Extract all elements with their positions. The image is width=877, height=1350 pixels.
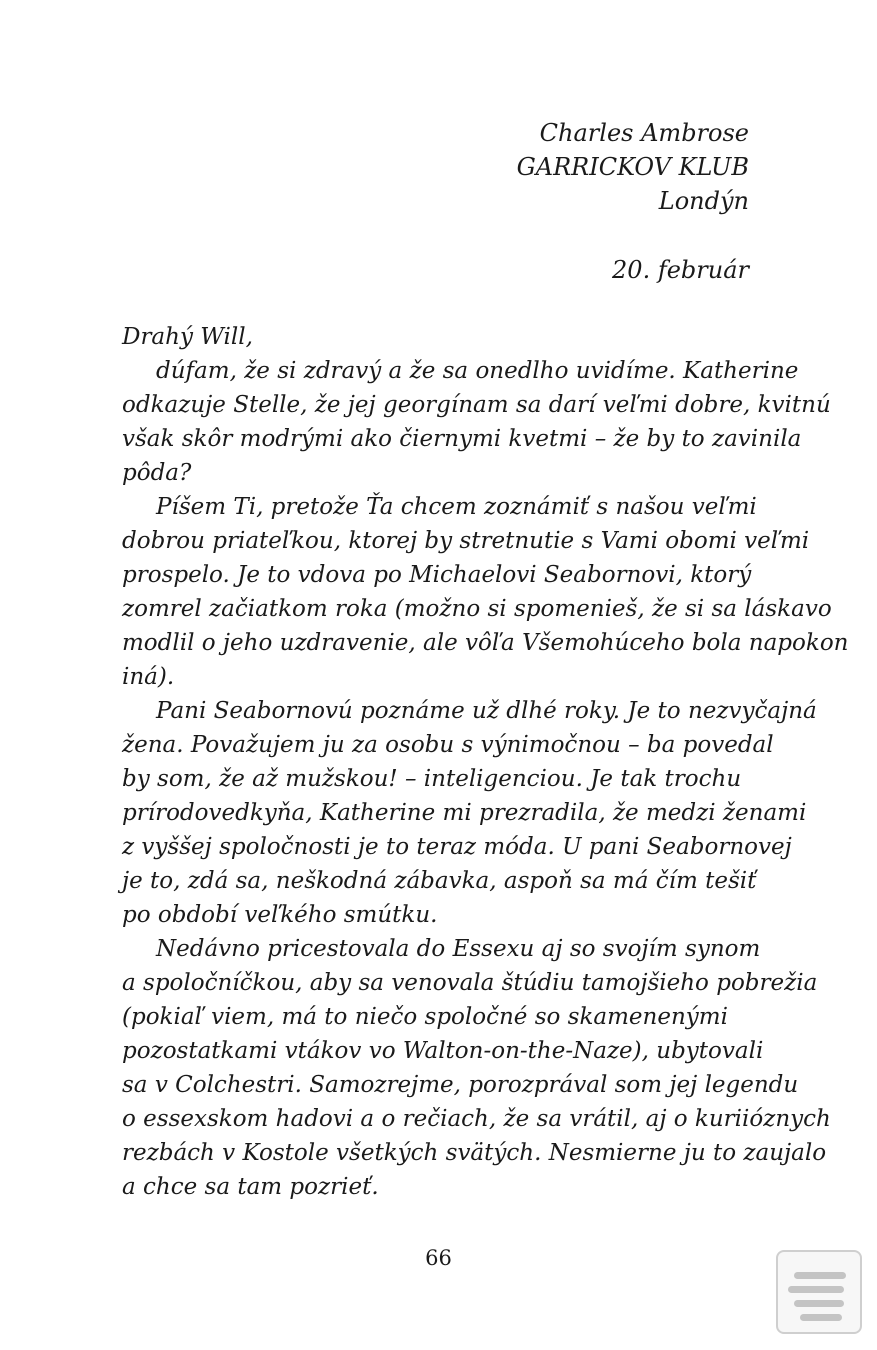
letter-line: o essexskom hadovi a o rečiach, že sa vrátil, aj o kuriióznych <box>122 1106 831 1132</box>
letter-line: Pani Seabornovú poznáme už dlhé roky. Je to nezvyčajná <box>156 698 817 724</box>
sender-block <box>517 116 749 218</box>
letter-line: (pokiaľ viem, má to niečo spoločné so skamenenými <box>122 1004 728 1030</box>
letter-line: dobrou priateľkou, ktorej by stretnutie s Vami obomi veľmi <box>122 528 810 554</box>
letter-line: zomrel začiatkom roka (možno si spomenieš, že si sa láskavo <box>122 596 832 622</box>
letter-line: prospelo. Je to vdova po Michaelovi Seabornovi, ktorý <box>122 562 752 588</box>
letter-line: prírodovedkyňa, Katherine mi prezradila, že medzi ženami <box>122 800 807 826</box>
letter-line: však skôr modrými ako čiernymi kvetmi – že by to zavinila <box>122 426 802 452</box>
reader-menu-button[interactable] <box>776 1250 862 1334</box>
sender-name: Charles Ambrose <box>539 119 749 147</box>
letter-line: odkazuje Stelle, že jej georgínam sa darí veľmi dobre, kvitnú <box>122 392 831 418</box>
letter-line: po období veľkého smútku. <box>122 902 438 928</box>
letter-line: žena. Považujem ju za osobu s výnimočnou – ba povedal <box>122 732 774 758</box>
letter-line: Nedávno pricestovala do Essexu aj so svojím synom <box>156 936 761 962</box>
letter-line: je to, zdá sa, neškodná zábavka, aspoň sa má čím tešiť <box>122 868 757 894</box>
letter-line: iná). <box>122 664 175 690</box>
letter-line: by som, že až mužskou! – inteligenciou. Je tak trochu <box>122 766 742 792</box>
letter-line: pôda? <box>122 460 192 486</box>
letter-line: a spoločníčkou, aby sa venovala štúdiu tamojšieho pobrežia <box>122 970 818 996</box>
letter-line: a chce sa tam pozrieť. <box>122 1174 379 1200</box>
letter-line: Drahý Will, <box>122 324 253 350</box>
letter-date: 20. február <box>612 256 749 284</box>
sender-city: Londýn <box>658 187 749 215</box>
sender-club: GARRICKOV KLUB <box>516 153 749 181</box>
letter-body <box>122 320 849 1204</box>
letter-line: modlil o jeho uzdravenie, ale vôľa Všemohúceho bola napokon <box>122 630 849 656</box>
letter-line: dúfam, že si zdravý a že sa onedlho uvidíme. Katherine <box>156 358 799 384</box>
letter-line: pozostatkami vtákov vo Walton-on-the-Naze), ubytovali <box>122 1038 764 1064</box>
letter-line: z vyššej spoločnosti je to teraz móda. U pani Seabornovej <box>122 834 792 860</box>
letter-line: Píšem Ti, pretože Ťa chcem zoznámiť s našou veľmi <box>156 494 757 520</box>
letter-line: rezbách v Kostole všetkých svätých. Nesmierne ju to zaujalo <box>122 1140 827 1166</box>
page-number: 66 <box>425 1246 452 1270</box>
letter-line: sa v Colchestri. Samozrejme, porozprával som jej legendu <box>122 1072 799 1098</box>
